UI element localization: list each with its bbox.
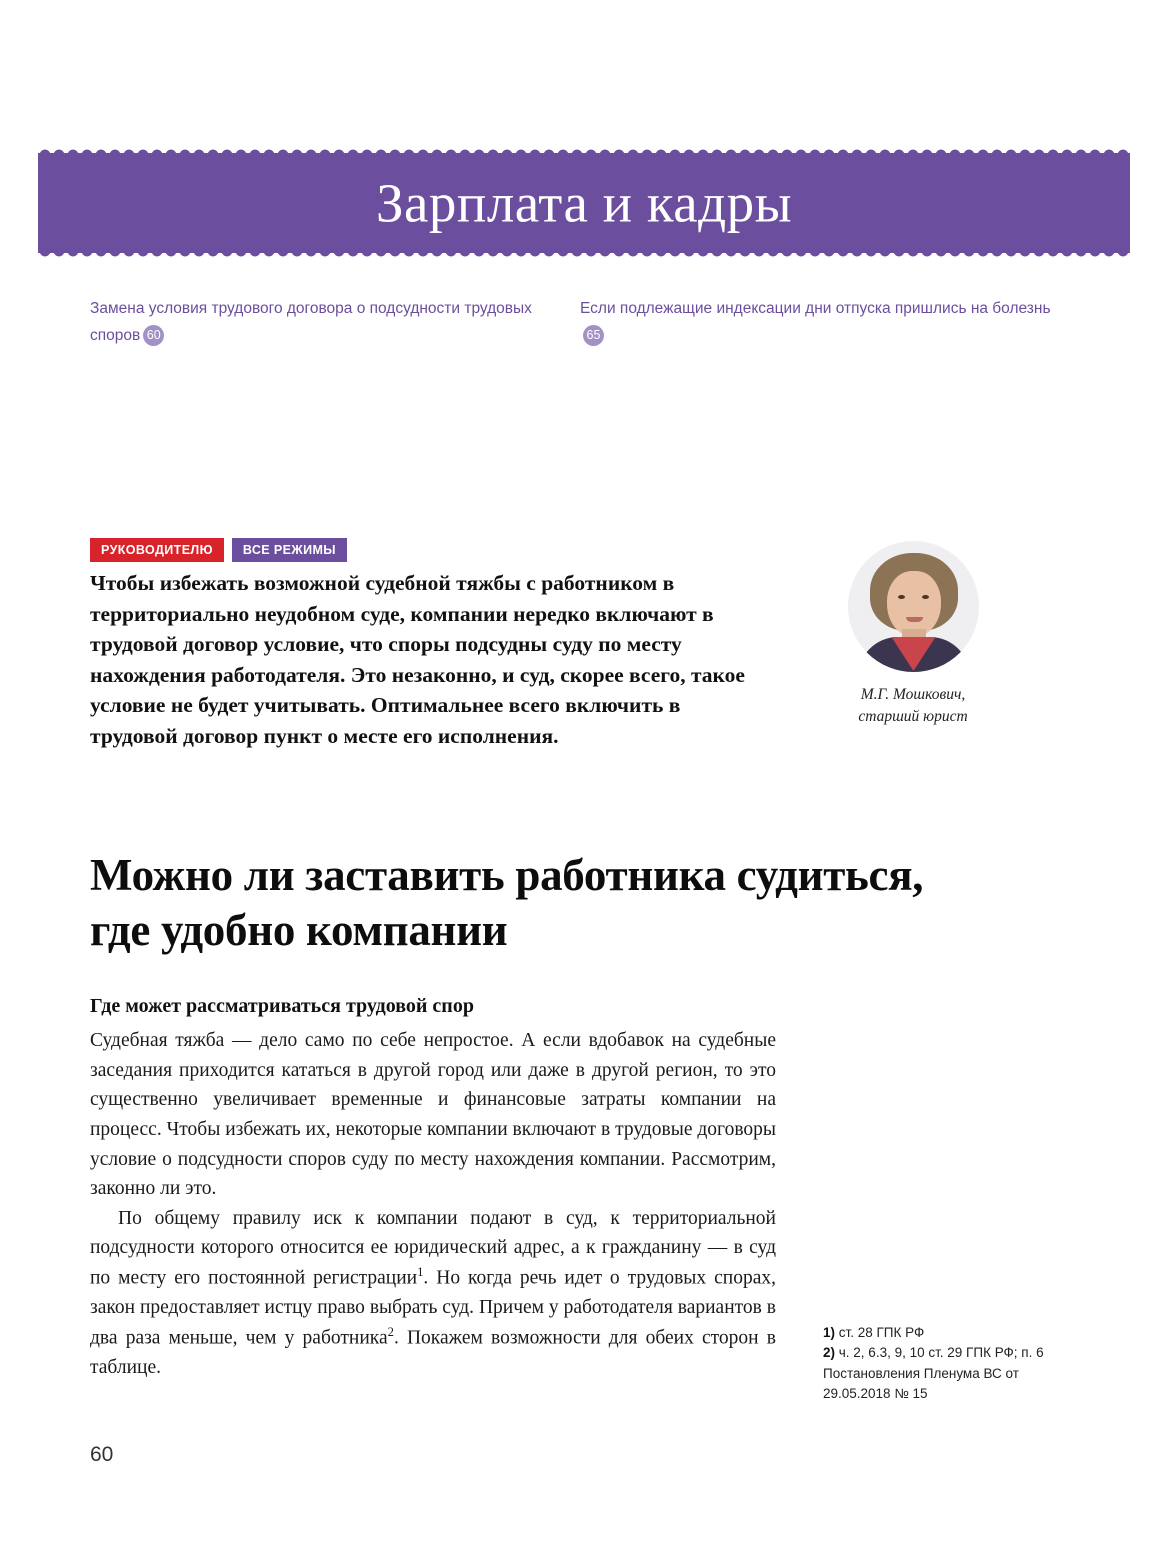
avatar-eye-left (898, 595, 905, 599)
body-paragraph-1: Судебная тяжба — дело само по себе непростое. А если вдобавок на судебные заседания приходится кататься в другой город или даже в другой регион, то это существенно увеличивает временные и финансовые затраты компании на процесс. Чтобы избежать их, некоторые компании включают в трудовые договоры условие о подсудности споров суду по месту нахождения компании. Рассмотрим, законно ли это. (90, 1030, 776, 1200)
article-body (90, 1026, 776, 1383)
body-paragraph-2 (90, 1204, 776, 1383)
masthead (38, 153, 1130, 253)
footnote-2-marker: 2) (823, 1345, 836, 1361)
scallop-top-decoration (38, 146, 1130, 155)
body-paragraph-2-part3: . Покажем возможности для обеих сторон в таблице. (90, 1327, 776, 1378)
footnote-2 (823, 1343, 1073, 1404)
footnote-1 (823, 1323, 1073, 1343)
avatar (848, 541, 979, 672)
tag-row (90, 538, 347, 562)
section-title: Зарплата и кадры (375, 172, 793, 234)
teaser-text-2: Если подлежащие индексации дни отпуска пришлись на болезнь (580, 300, 1051, 317)
scallop-bottom-decoration (38, 251, 1130, 260)
avatar-eye-right (922, 595, 929, 599)
teaser-item-1[interactable] (90, 296, 580, 349)
teaser-text-1: Замена условия трудового договора о подсудности трудовых споров (90, 300, 532, 344)
footnote-list (823, 1323, 1073, 1404)
author-name-line2: старший юрист (858, 708, 968, 725)
footnote-2-text: ч. 2, 6.3, 9, 10 ст. 29 ГПК РФ; п. 6 Постановления Пленума ВС от 29.05.2018 № 15 (823, 1345, 1044, 1401)
body-paragraph-2-part2: . Но когда речь идет о трудовых спорах, закон предоставляет истцу право выбрать суд. Причем у работодателя вариантов в два раза меньше, чем у работника (90, 1267, 776, 1349)
section-subheading: Где может рассматриваться трудовой спор (90, 994, 474, 1017)
avatar-mouth (906, 617, 923, 622)
tag-regimes: ВСЕ РЕЖИМЫ (232, 538, 347, 562)
lead-paragraph: Чтобы избежать возможной судебной тяжбы с работником в территориально неудобном суде, компании нередко включают в трудовой договор условие, что споры подсудны суду по месту нахождения работодателя. Это незаконно, и суд, скорее всего, такое условие не будет учитывать. Оптимальнее всего включить в трудовой договор пункт о месте его исполнения. (90, 571, 745, 748)
author-name (823, 684, 1003, 728)
avatar-face-shape (887, 571, 941, 637)
author-name-line1: М.Г. Мошкович, (860, 686, 966, 703)
footnote-1-marker: 1) (823, 1325, 836, 1340)
tag-audience: РУКОВОДИТЕЛЮ (90, 538, 224, 562)
teaser-page-badge-1: 60 (143, 325, 164, 346)
footnote-1-text: ст. 28 ГПК РФ (835, 1325, 925, 1340)
page-number: 60 (90, 1443, 114, 1466)
teaser-item-2[interactable] (580, 296, 1070, 349)
footnote-ref-1[interactable]: 1 (417, 1265, 424, 1279)
footnote-ref-2[interactable]: 2 (387, 1324, 394, 1339)
teaser-row (90, 296, 1090, 349)
body-paragraph-2-part1: По общему правилу иск к компании подают в суд, к территориальной подсудности которого относится ее юридический адрес, а к гражданину — в суд по месту его постоянной регистрации (90, 1207, 776, 1289)
masthead-banner (38, 153, 1130, 253)
author-block (823, 541, 1003, 728)
page-title: Можно ли заставить работника судиться, где удобно компании (90, 850, 924, 956)
teaser-page-badge-2: 65 (583, 325, 604, 346)
